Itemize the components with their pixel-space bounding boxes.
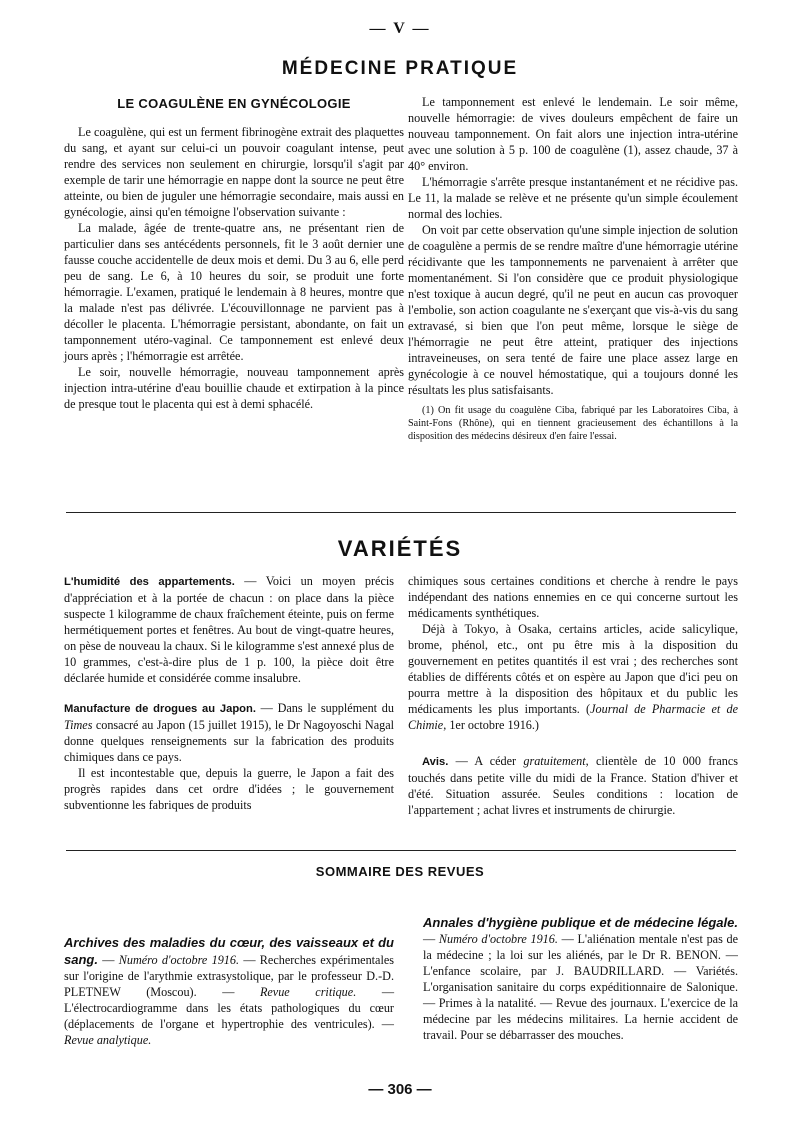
paragraph: Il est incontestable que, depuis la guerre, le Japon a fait des progrès rapides dans cet ordre d'idées ; le gouvernement subventionne les fabriques de produits [64, 766, 394, 812]
manufacture-paragraph: Manufacture de drogues au Japon. — Dans le supplément du Times consacré au Japon (15 juillet 1915), le Dr Nagoyoschi Nagal donne quelques renseignements sur la fabrication des produits chimiques dans ce pays. [64, 701, 394, 764]
section-title-medecine-pratique: MÉDECINE PRATIQUE [281, 58, 519, 79]
section-divider [66, 512, 736, 513]
source-citation: Journal de Pharmacie et de Chimie [408, 702, 738, 732]
journal-title: Annales d'hygiène publique et de médecine légale. [423, 915, 738, 930]
medecine-left-column [64, 124, 404, 412]
footnote: (1) On fit usage du coagulène Ciba, fabriqué par les Laboratoires Ciba, à Saint-Fons (Rhône), qui en tiennent gracieusement des échantillons à la disposition des médecins désireux d'en faire l'essai. [408, 405, 738, 442]
sommaire-left-column [64, 934, 394, 1048]
paragraph: Le tamponnement est enlevé le lendemain. Le soir même, nouvelle hémorragie: de vives douleurs empêchent de faire un nouveau tamponnement. On fait alors une injection intra-utérine avec une solution à 5 p. 100 de coagulène (1), assez chaude, 37 à 40° environ. [408, 95, 738, 173]
avis-lead: Avis. [422, 756, 449, 768]
paragraph: chimiques sous certaines conditions et cherche à rendre le pays indépendant des nations ennemies en ce qui concerne surtout les médicaments synthétiques. [408, 574, 738, 620]
section-title-varietes: VARIÉTÉS [337, 536, 463, 561]
manufacture-lead: Manufacture de drogues au Japon. [64, 703, 256, 715]
varietes-right-column [408, 573, 738, 818]
paragraph: L'hémorragie s'arrête presque instantanément et ne récidive pas. Le 11, la malade se relève et ne présente qu'un simple écoulement normal des lochies. [408, 175, 738, 221]
page-number: — 306 — [368, 1081, 432, 1098]
journal-title: Archives des maladies du cœur, des vaisseaux et du sang. [64, 935, 394, 967]
journal-entry: Annales d'hygiène publique et de médecine légale. — Numéro d'octobre 1916. — L'aliénation mentale n'est pas de la médecine ; la loi sur les aliénés, par le Dr R. BENON. — L'enfance scolaire, par J. BAUDRILLARD. — Variétés. L'organisation sanitaire du corps expéditionnaire de Salonique. — Primes à la natalité. — Revue des journaux. L'exercice de la médecine par les médecins militaires. La hernie accident de travail. Pour se débarrasser des mouches. [423, 915, 738, 1042]
paragraph: Déjà à Tokyo, à Osaka, certains articles, acide salicylique, brome, phénol, etc., ont pu être mis à la disposition du gouvernement en petites quantités il est vrai ; des recherches sont établies de différents côtés et on espère au Japon que d'ici peu on pourra mettre à la disposition des hôpitaux et du public les médicaments les plus importants. (Journal de Pharmacie et de Chimie, 1er octobre 1916.) [408, 622, 738, 732]
section-title-sommaire: SOMMAIRE DES REVUES [315, 864, 485, 879]
humidite-lead: L'humidité des appartements. [64, 576, 235, 588]
paragraph: Le coagulène, qui est un ferment fibrinogène extrait des plaquettes du sang, et ayant sur celui-ci un pouvoir coagulant intense, peut rendre des services non seulement en chirurgie, lorsqu'il s'agit par exemple de tarir une hémorragie en nappe dont la source ne peut être atteinte, ou bien de juguler une hémorragie secondaire, mais aussi en gynécologie, ainsi qu'en témoigne l'observation suivante : [64, 125, 404, 219]
sommaire-right-column [423, 914, 738, 1043]
article-title-coagulene: LE COAGULÈNE EN GYNÉCOLOGIE [117, 96, 351, 111]
paragraph: On voit par cette observation qu'une simple injection de solution de coagulène a permis de se rendre maître d'une hémorragie utérine récidivante que les tamponnements ne parvenaient à arrêter que momentanément. Si l'on considère que ce produit physiologique n'est toxique à aucun degré, qu'il ne peut en aucun cas provoquer l'embolie, son action coagulante ne s'exerçant que vis-à-vis du sang extravasé, si bien que l'on peut même, lorsque le siège de l'hémorragie ne peut être atteint, pratiquer des injections intraveineuses, on sera tenté de faire une place assez large en gynécologie à ce nouvel hémostatique, qui a toujours donné les résultats les plus satisfaisants. [408, 223, 738, 397]
page-roman-header: — V — [369, 20, 431, 37]
medecine-right-column [408, 94, 738, 443]
humidite-paragraph: L'humidité des appartements. — Voici un moyen précis d'appréciation et à la portée de chacun : on place dans la pièce suspecte 1 kilogramme de chaux fraîchement éteinte, puis on ferme hermétiquement portes et fenêtres. Au bout de vingt-quatre heures, on pèse de nouveau la chaux. Si le kilogramme s'est annexé plus de 10 grammes, c'est-à-dire plus de 1 p. 100, la pièce doit être déclarée humide et considérée comme insalubre. [64, 574, 394, 685]
avis-paragraph: Avis. — A céder gratuitement, clientèle de 10 000 francs touchés dans petite ville du midi de la France. Station d'hiver et d'été. Situation assurée. Seules conditions : location de l'appartement ; achat livres et instruments de chirurgie. [408, 754, 738, 817]
varietes-left-column [64, 573, 394, 813]
section-divider [66, 850, 736, 851]
journal-entry: Archives des maladies du cœur, des vaisseaux et du sang. — Numéro d'octobre 1916. — Recherches expérimentales sur l'origine de l'arythmie extrasystolique, par le professeur D.-D. PLETNEW (Moscou). — Revue critique. — L'électrocardiogramme dans les états pathologiques du cœur (déplacements de l'organe et hypertrophie des ventricules). — Revue analytique. [64, 935, 395, 1047]
paragraph: Le soir, nouvelle hémorragie, nouveau tamponnement après injection intra-utérine d'eau bouillie chaude et extirpation à la pince de presque tout le placenta qui est à demi sphacélé. [64, 365, 404, 411]
paragraph: La malade, âgée de trente-quatre ans, ne présentant rien de particulier dans ses antécédents personnels, fit le 3 août dernier une fausse couche accidentelle de deux mois et demi. Du 3 au 6, elle perd peu de sang. Le 6, à 10 heures du soir, se produit une forte hémorragie. L'examen, pratiqué le lendemain à 8 heures, montre que la malade n'est pas délivrée. L'écouvillonnage ne parvient pas à décoller le placenta. L'hémorragie persistant, abondante, on fait un tamponnement utéro-vaginal. Ce tamponnement est enlevé deux jours après ; l'hémorragie est arrêtée. [64, 221, 404, 363]
